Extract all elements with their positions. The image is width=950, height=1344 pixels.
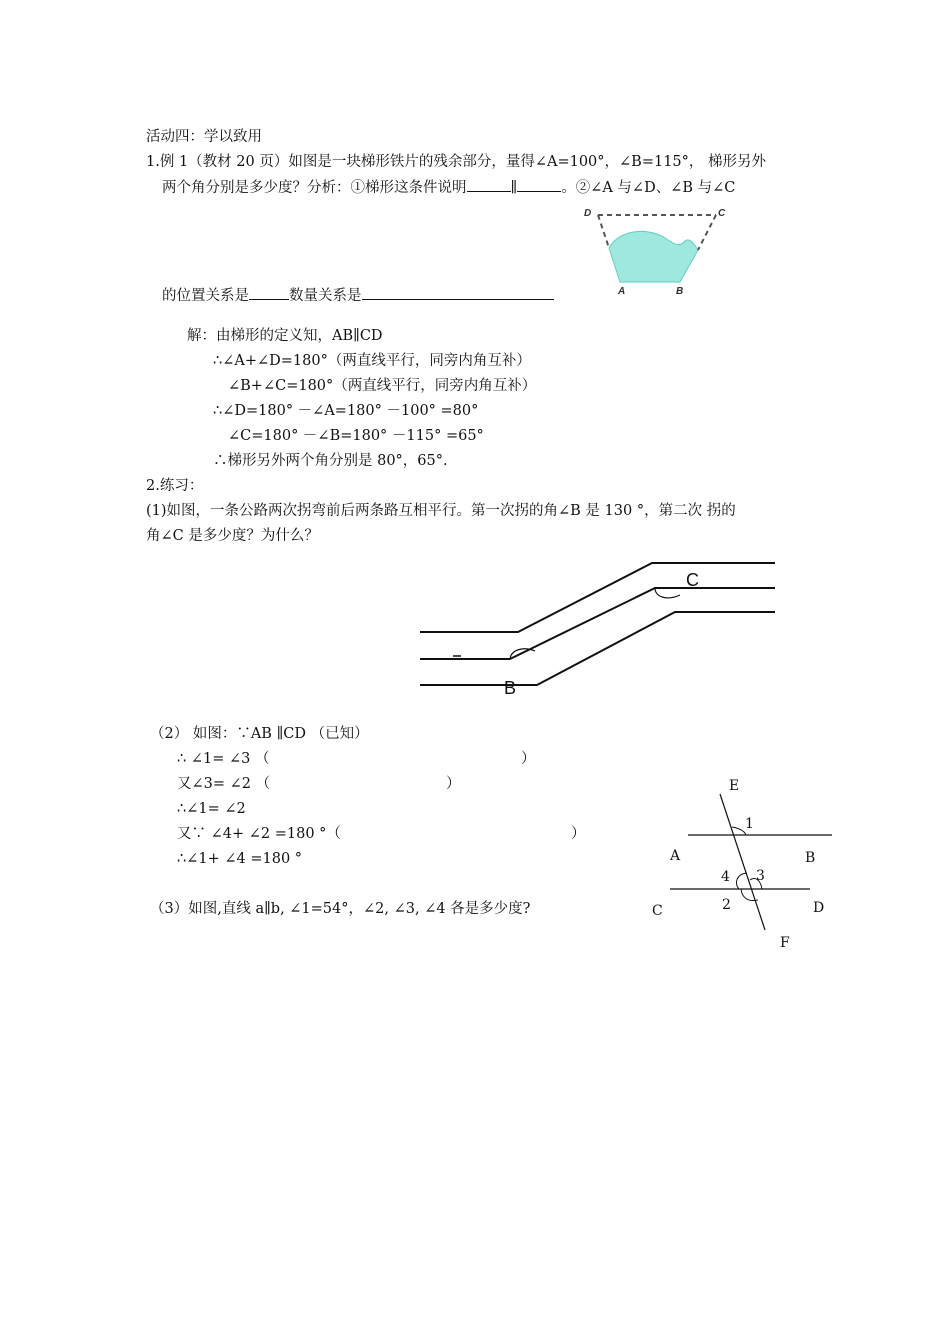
- solution-line: ∴梯形另外两个角分别是 80°，65°.: [213, 453, 448, 469]
- angle-arc-1: [732, 827, 746, 835]
- answer-blank: [362, 285, 554, 300]
- close-paren: ）: [521, 751, 536, 767]
- parallel-lines-figure: [648, 770, 838, 955]
- close-paren: ）: [446, 776, 461, 792]
- angle-number-1: 1: [745, 816, 754, 832]
- q2-line: 又∠3= ∠2 （: [177, 776, 271, 792]
- trapezoid-left-dashed: [598, 215, 609, 248]
- example1-analysis-text: 两个角分别是多少度？分析：①梯形这条件说明: [162, 180, 467, 196]
- answer-blank: [467, 177, 511, 192]
- q2-line: 又∵ ∠4+ ∠2 =180 °（: [177, 826, 341, 842]
- practice-q1-line2: 角∠C 是多少度？为什么？: [146, 528, 319, 544]
- q2-line: ∴ ∠1= ∠3 （: [177, 751, 270, 767]
- road-line-bottom: [420, 612, 775, 685]
- label-E: E: [729, 778, 740, 794]
- trapezoid-right-dashed: [698, 215, 716, 250]
- parallel-symbol: ∥: [510, 180, 518, 196]
- angle-arc-C: [655, 588, 680, 598]
- label-C: C: [652, 903, 663, 919]
- angle-number-2: 2: [722, 897, 731, 913]
- q2-line: ∴∠1= ∠2: [177, 801, 246, 817]
- road-label-B: B: [504, 678, 517, 698]
- label-B: B: [676, 286, 684, 297]
- solution-line: 解：由梯形的定义知，AB∥CD: [187, 328, 383, 344]
- practice-title: 2.练习：: [146, 478, 204, 494]
- label-A: A: [618, 286, 626, 297]
- example1-line3: [162, 285, 554, 306]
- road-line-middle: [420, 588, 775, 659]
- angle-number-3: 3: [756, 868, 765, 884]
- label-D: D: [584, 208, 592, 219]
- angle-number-4: 4: [721, 869, 730, 885]
- example1-line2: [162, 177, 735, 198]
- angle-arc-4: [736, 873, 747, 889]
- q2-line: （2） 如图：∵AB ∥CD （已知）: [150, 726, 369, 742]
- q3-line: （3）如图,直线 a∥b, ∠1=54°，∠2, ∠3, ∠4 各是多少度?: [150, 901, 531, 917]
- close-paren: ）: [571, 826, 586, 842]
- label-A: A: [670, 848, 681, 864]
- road-label-C: C: [686, 570, 699, 590]
- position-relation-text: 的位置关系是: [162, 288, 249, 304]
- practice-q1-line1: (1)如图，一条公路两次拐弯前后两条路互相平行。第一次拐的角∠B 是 130 °，第二次 拐的: [146, 503, 736, 519]
- road-figure: [415, 555, 785, 700]
- solution-line: ∴∠D=180° －∠A=180° －100° =80°: [213, 403, 479, 419]
- example1-line1: 1.例 1（教材 20 页）如图是一块梯形铁片的残余部分，量得∠A=100°，∠B=115°， 梯形另外: [146, 154, 767, 170]
- road-line-top: [420, 563, 775, 632]
- label-F: F: [780, 935, 790, 951]
- q2-line: ∴∠1+ ∠4 =180 °: [177, 851, 303, 867]
- answer-blank: [249, 285, 289, 300]
- solution-line: ∠B+∠C=180°（两直线平行，同旁内角互补）: [228, 378, 537, 394]
- solution-line: ∠C=180° －∠B=180° －115° =65°: [228, 428, 484, 444]
- label-D: D: [813, 900, 825, 916]
- quantity-relation-text: 数量关系是: [289, 288, 362, 304]
- angle-arc-2: [741, 889, 758, 901]
- solution-line: ∴∠A+∠D=180°（两直线平行，同旁内角互补）: [213, 353, 531, 369]
- trapezoid-figure: [580, 200, 730, 300]
- example1-analysis-text-2: 。②∠A 与∠D、∠B 与∠C: [561, 180, 736, 196]
- activity-heading: 活动四：学以致用: [146, 129, 262, 145]
- trapezoid-remnant-shape: [609, 231, 698, 282]
- label-C: C: [718, 208, 726, 219]
- answer-blank: [517, 177, 561, 192]
- label-B: B: [805, 850, 816, 866]
